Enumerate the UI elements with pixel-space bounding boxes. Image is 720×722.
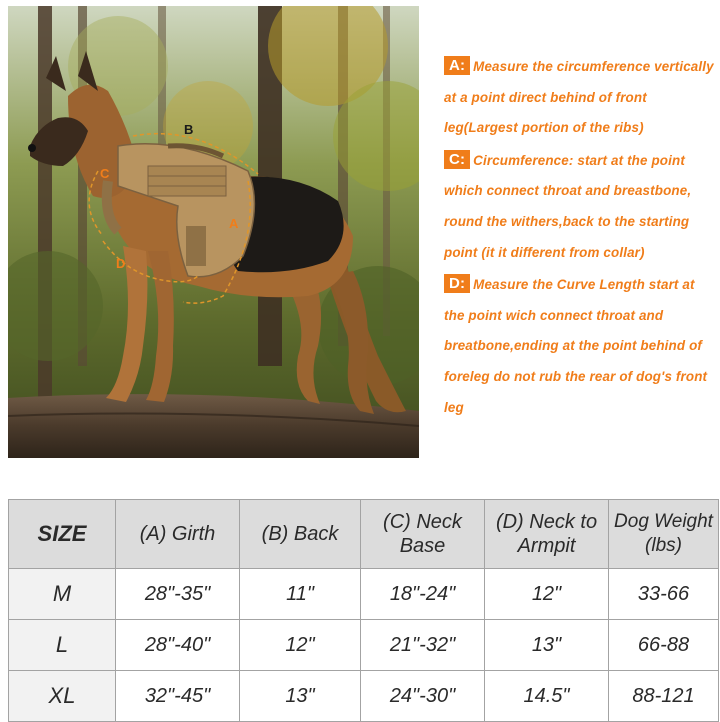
row-m-girth: 28"-35" bbox=[116, 569, 240, 620]
note-text-a: Measure the circumference vertically at a point direct behind of front leg(Largest portion of the ribs) bbox=[444, 59, 714, 136]
note-text-c: Circumference: start at the point which connect throat and breastbone, round the withers,back to the starting point (it it different from collar) bbox=[444, 152, 692, 260]
table-row bbox=[9, 671, 719, 722]
row-l-weight: 66-88 bbox=[609, 620, 719, 671]
photo-label-a: A bbox=[229, 216, 239, 231]
photo-label-d: D bbox=[116, 256, 126, 271]
row-l-size: L bbox=[9, 620, 116, 671]
row-xl-neck-base: 24"-30" bbox=[361, 671, 485, 722]
table-row bbox=[9, 569, 719, 620]
note-tag-a: A: bbox=[444, 56, 470, 75]
photo-label-c: C bbox=[100, 166, 110, 181]
size-chart-table bbox=[8, 499, 719, 722]
row-xl-neck-to-armpit: 14.5" bbox=[485, 671, 609, 722]
row-l-neck-base: 21"-32" bbox=[361, 620, 485, 671]
row-m-weight: 33-66 bbox=[609, 569, 719, 620]
row-m-back: 11" bbox=[240, 569, 361, 620]
note-tag-d: D: bbox=[444, 274, 470, 293]
header-dog-weight: Dog Weight (lbs) bbox=[609, 500, 719, 569]
table-header-row bbox=[9, 500, 719, 569]
header-size: SIZE bbox=[9, 500, 116, 569]
row-xl-back: 13" bbox=[240, 671, 361, 722]
row-xl-weight: 88-121 bbox=[609, 671, 719, 722]
row-xl-girth: 32"-45" bbox=[116, 671, 240, 722]
note-tag-c: C: bbox=[444, 150, 470, 169]
header-back: (B) Back bbox=[240, 500, 361, 569]
measurement-notes bbox=[444, 52, 716, 423]
note-text-d: Measure the Curve Length start at the point wich connect throat and breatbone,ending at the point behind of foreleg do not rub the rear of dog's front leg bbox=[444, 277, 708, 415]
note-a bbox=[444, 52, 716, 144]
row-l-neck-to-armpit: 13" bbox=[485, 620, 609, 671]
photo-label-b: B bbox=[184, 122, 194, 137]
row-m-neck-to-armpit: 12" bbox=[485, 569, 609, 620]
row-m-neck-base: 18"-24" bbox=[361, 569, 485, 620]
note-c bbox=[444, 146, 716, 268]
table-row bbox=[9, 620, 719, 671]
header-girth: (A) Girth bbox=[116, 500, 240, 569]
row-l-girth: 28"-40" bbox=[116, 620, 240, 671]
row-l-back: 12" bbox=[240, 620, 361, 671]
header-neck-to-armpit: (D) Neck to Armpit bbox=[485, 500, 609, 569]
note-d bbox=[444, 270, 716, 423]
dog-illustration bbox=[8, 6, 419, 458]
dog-harness-photo bbox=[8, 6, 419, 458]
header-neck-base: (C) Neck Base bbox=[361, 500, 485, 569]
row-m-size: M bbox=[9, 569, 116, 620]
row-xl-size: XL bbox=[9, 671, 116, 722]
